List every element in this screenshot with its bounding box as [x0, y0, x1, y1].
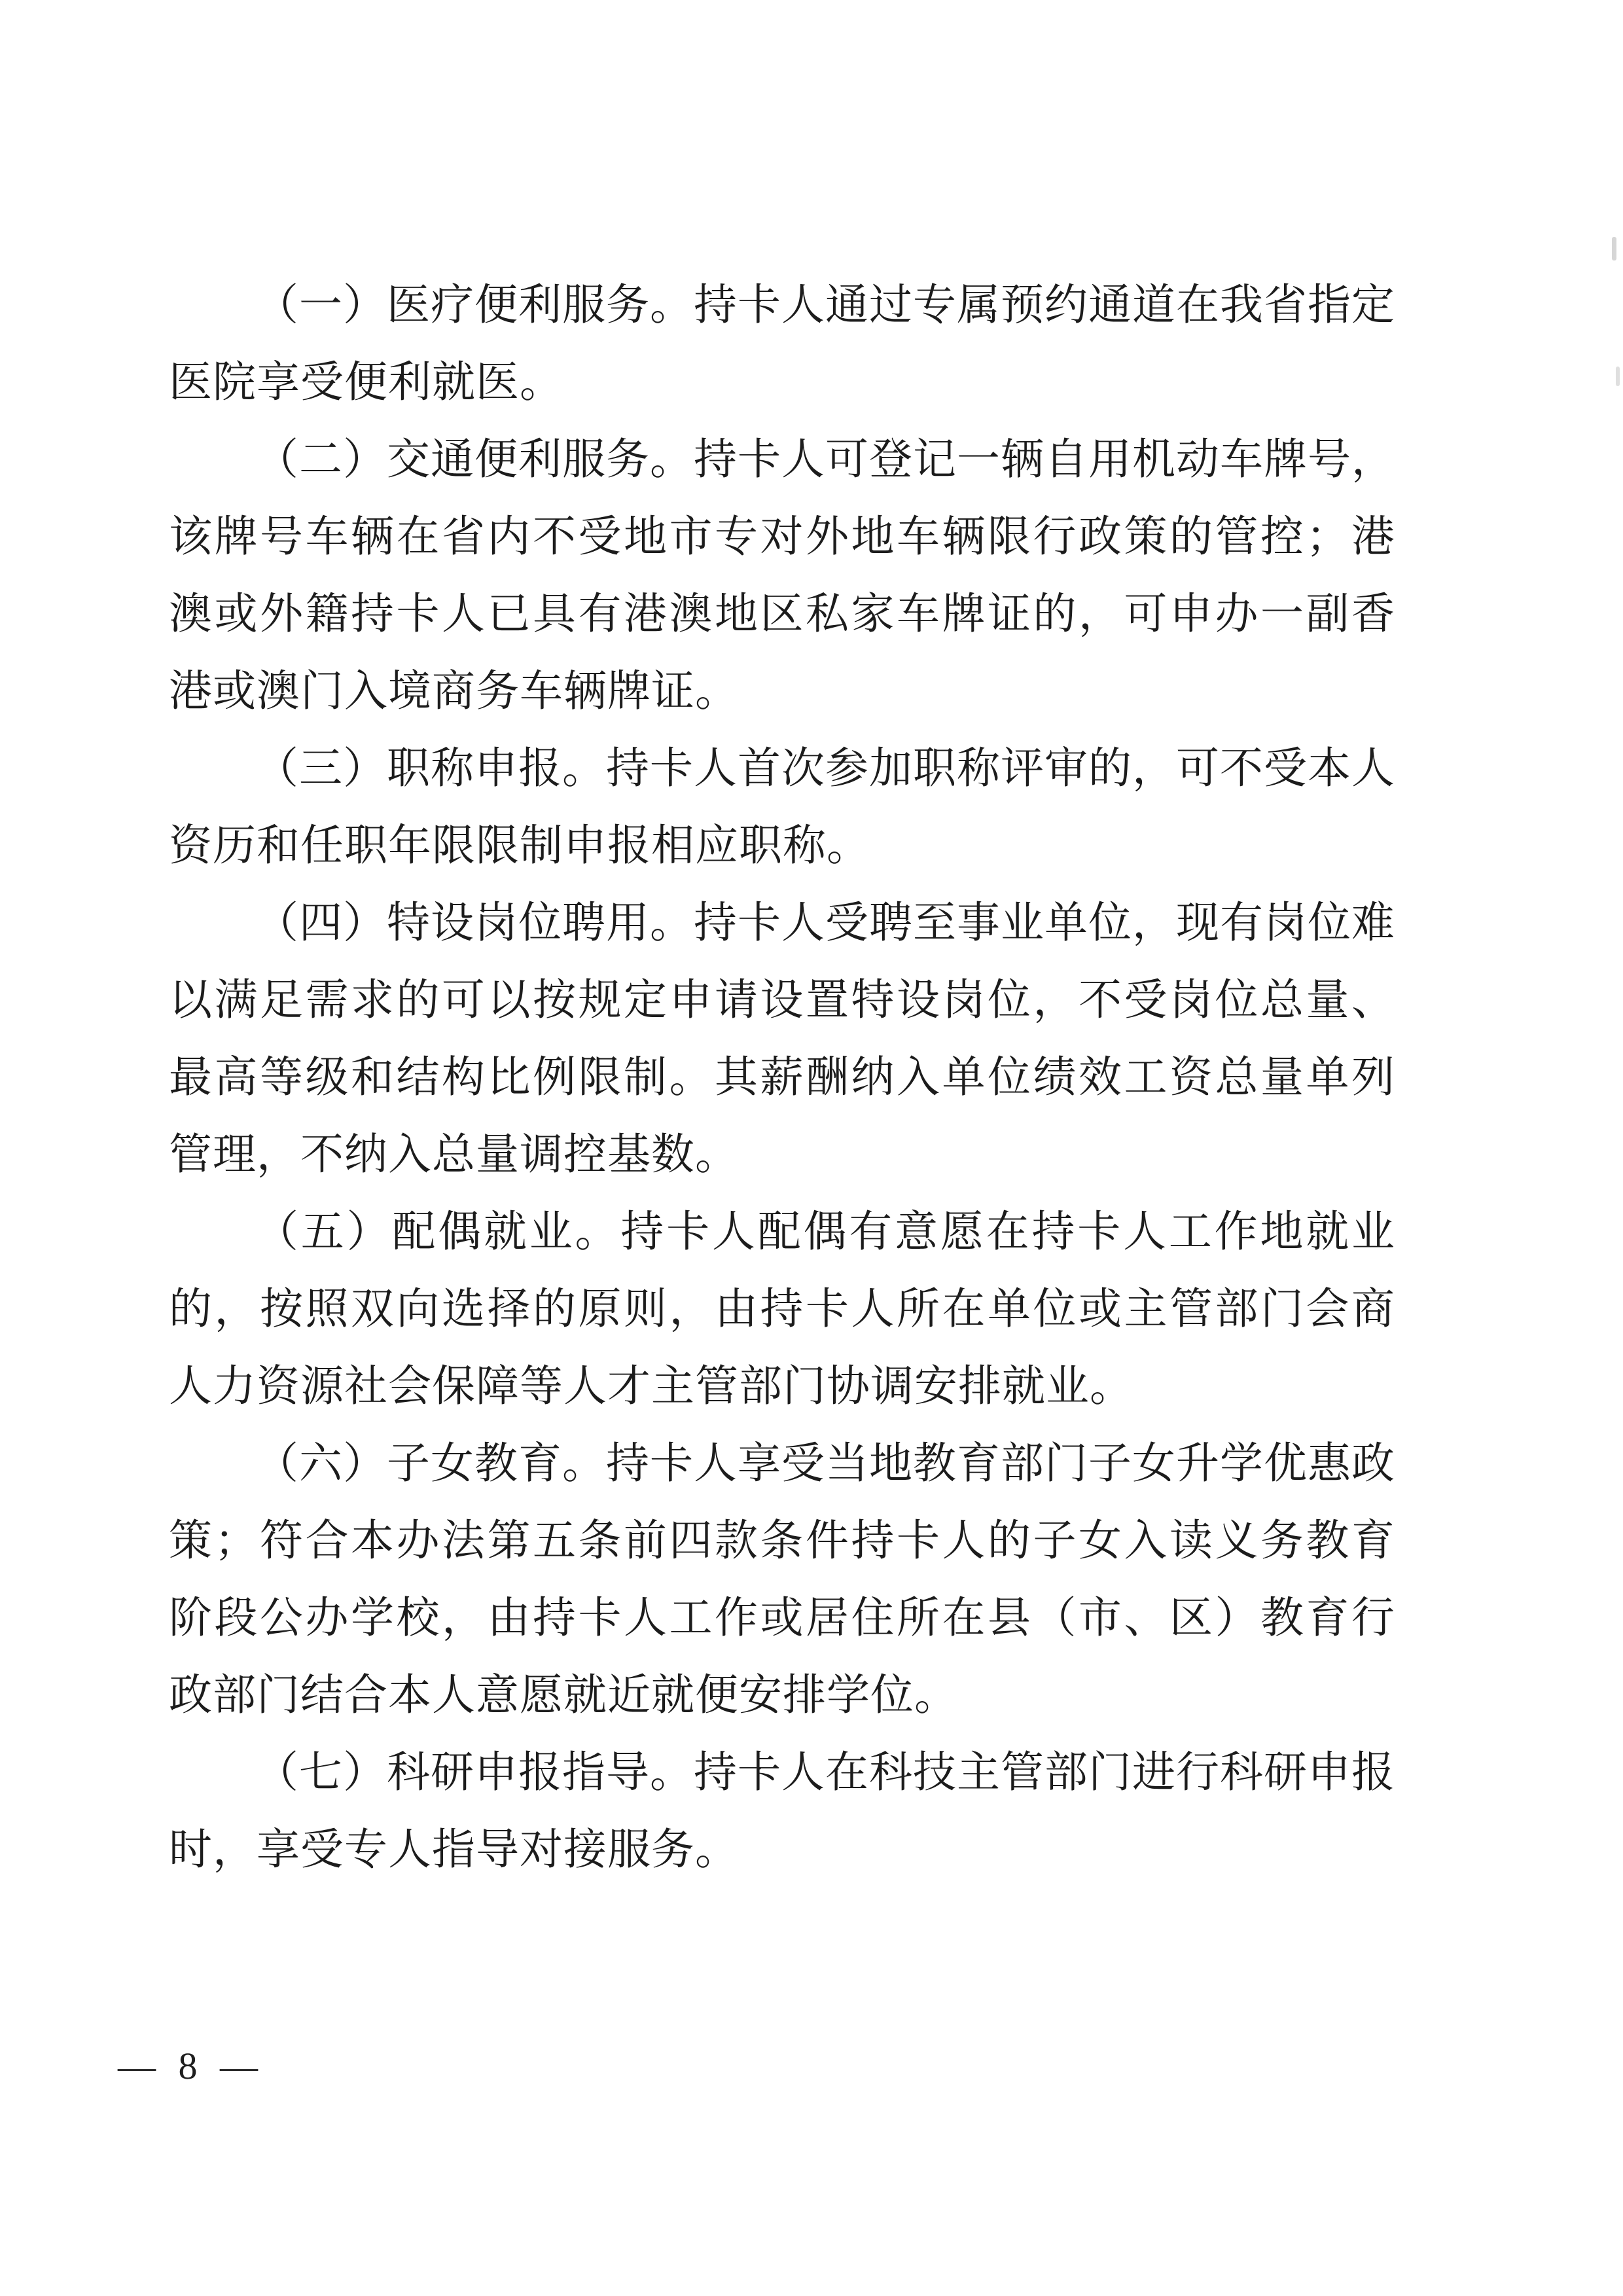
paragraph-item-6: （六）子女教育。持卡人享受当地教育部门子女升学优惠政策；符合本办法第五条前四款条件持卡人的子女入读义务教育阶段公办学校，由持卡人工作或居住所在县（市、区）教育行政部门结合本人意愿就近就便安排学位。 — [169, 1440, 1395, 1719]
document-body — [169, 267, 1395, 1889]
paragraph-item-1: （一）医疗便利服务。持卡人通过专属预约通道在我省指定医院享受便利就医。 — [169, 281, 1395, 406]
paragraph-item-3: （三）职称申报。持卡人首次参加职称评审的，可不受本人资历和任职年限限制申报相应职称。 — [169, 745, 1395, 870]
paragraph-item-2: （二）交通便利服务。持卡人可登记一辆自用机动车牌号，该牌号车辆在省内不受地市专对外地车辆限行政策的管控；港澳或外籍持卡人已具有港澳地区私家车牌证的，可申办一副香港或澳门入境商务车辆牌证。 — [169, 436, 1395, 715]
paragraph-item-5: （五）配偶就业。持卡人配偶有意愿在持卡人工作地就业的，按照双向选择的原则，由持卡人所在单位或主管部门会商人力资源社会保障等人才主管部门协调安排就业。 — [169, 1208, 1395, 1410]
scan-artifact-mark — [1612, 237, 1616, 260]
scan-artifact-mark — [1616, 367, 1620, 386]
paragraph-item-4: （四）特设岗位聘用。持卡人受聘至事业单位，现有岗位难以满足需求的可以按规定申请设置特设岗位，不受岗位总量、最高等级和结构比例限制。其薪酬纳入单位绩效工资总量单列管理，不纳入总量调控基数。 — [169, 899, 1395, 1179]
paragraph-item-7: （七）科研申报指导。持卡人在科技主管部门进行科研申报时，享受专人指导对接服务。 — [169, 1749, 1395, 1874]
page-number: — 8 — — [118, 2045, 264, 2087]
